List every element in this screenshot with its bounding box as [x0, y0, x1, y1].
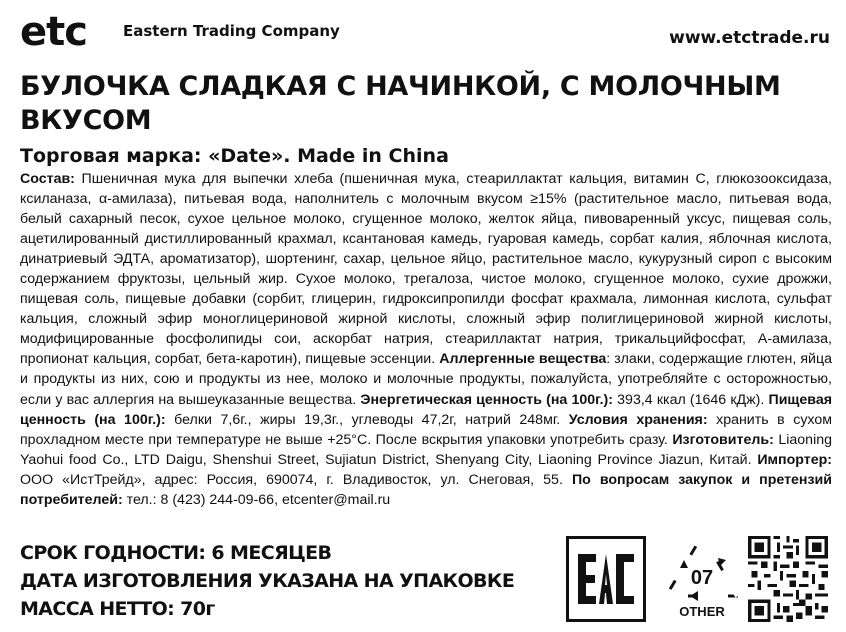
manufacturer-text: Liaoning Yaohui food Co., LTD Daigu, Shenshui Street, Sujiatun District, Shenyang City, Liaoning Province Jiazun, Китай. [20, 431, 833, 468]
composition-text: Пшеничная мука для выпечки хлеба (пшеничная мука, стеариллактат кальция, витамин С, глюкозооксидаза, ксиланаза, α-амилаза), питьевая вода, наполнитель с молочным вкусом ≥15% (растительное масло, питьевая вода, белый сахарный песок, сухое цельное молоко, сгущенное молоко, желток яйца, пивоваренный уксус, пищевая соль, ацетилированный дистиллированный крахмал, ксантановая камедь, гуаровая камедь, сорбат калия, яблочная кислота, динатриевый ЭДТА, ароматизатор), шортенинг, сахар, цельное яйцо, растительное масло, кукурузный сироп с высоким содержанием фруктозы, цельный жир. Сухое молоко, трегалоза, чистое молоко, сгущенное молоко, сухие дрожжи, пищевая соль, пищевые добавки (сорбит, глицерин, гидроксипропилди фосфат крахмала, лимонная кислота, сульфат кальция, сложный эфир моноглицериновой жирной кислоты, сложный эфир полиглицериновой жирной кислоты, модифицированные фосфолипиды сои, аскорбат натрия, стеариллактат натрия, трикальцийфосфат, А-амилаза, пропионат кальция, сорбат, бета-каротин), пищевые эссенции. [20, 171, 833, 368]
shelf-life: СРОК ГОДНОСТИ: 6 МЕСЯЦЕВ [20, 542, 332, 564]
importer-label: Импортер: [757, 451, 832, 468]
recycle-code: 07 [690, 567, 714, 589]
production-date: ДАТА ИЗГОТОВЛЕНИЯ УКАЗАНА НА УПАКОВКЕ [20, 570, 515, 592]
product-title: БУЛОЧКА СЛАДКАЯ С НАЧИНКОЙ, С МОЛОЧНЫМ ВКУСОМ [20, 71, 781, 136]
manufacturer-label: Изготовитель: [672, 431, 774, 448]
net-mass: МАССА НЕТТО: 70г [20, 598, 215, 620]
website-url: www.etctrade.ru [669, 28, 830, 48]
allergen-text: : злаки, содержащие глютен, яйца и продукты из них, сою и продукты из нее, молоко и молочные продукты, пожалуйста, употребляйте с осторожностью, если у вас аллергия на вышеуказанные вещества. [20, 351, 832, 408]
energy-value: 393,4 ккал (1646 кДж). [617, 391, 765, 408]
eac-mark-icon [566, 536, 646, 622]
energy-label: Энергетическая ценность (на 100г.): [360, 391, 613, 408]
company-name: Eastern Trading Company [123, 22, 340, 40]
qr-code-icon [748, 536, 828, 622]
storage-label: Условия хранения: [568, 411, 708, 428]
etc-logo: etc [20, 9, 87, 55]
storage-text: хранить в сухом прохладном месте при температуре не выше +25°С. После вскрытия упаковки употребить сразу. [20, 411, 832, 448]
recycle-caption: OTHER [679, 604, 725, 619]
nutrition-label: Пищевая ценность (на 100г.): [20, 391, 832, 428]
recycling-icon [660, 530, 744, 622]
composition-label: Состав: [20, 171, 75, 187]
importer-text: ООО «ИстТрейд», адрес: Россия, 690074, г. Владивосток, ул. Снеговая, 55. [20, 471, 563, 488]
label-header [14, 8, 830, 58]
label-body [20, 169, 832, 510]
nutrition-value: белки 7,6г., жиры 19,3г., углеводы 47,2г, натрий 248мг. [174, 411, 561, 428]
brand-line: Торговая марка: «Date». Made in China [20, 145, 449, 167]
contacts-text: тел.: 8 (423) 244-09-66, etcenter@mail.ru [126, 491, 391, 508]
contacts-label: По вопросам закупок и претензий потребителей: [20, 471, 832, 508]
allergen-label: Аллергенные вещества [439, 351, 607, 368]
